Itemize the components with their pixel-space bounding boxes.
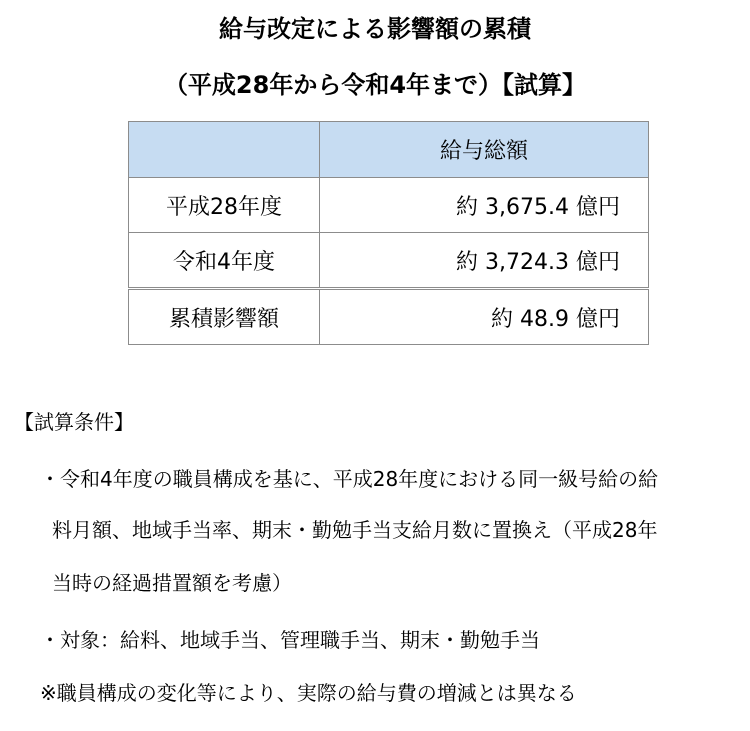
row-value-fy2016: 約 3,675.4 億円: [320, 178, 649, 233]
condition-note: ※職員構成の変化等により、実際の給与費の増減とは異なる: [40, 681, 577, 705]
row-value-fy2022: 約 3,724.3 億円: [320, 233, 649, 289]
table-row: [129, 178, 649, 233]
table-header-row: [129, 122, 649, 178]
table-header-total-salary: 給与総額: [320, 122, 649, 178]
table-row: [129, 289, 649, 345]
summary-table: [128, 121, 649, 345]
row-label-fy2022: 令和4年度: [129, 233, 320, 289]
page-title: 給与改定による影響額の累積: [219, 15, 531, 43]
row-value-cumulative-impact: 約 48.9 億円: [320, 289, 649, 345]
table-row: [129, 233, 649, 289]
row-label-cumulative-impact: 累積影響額: [129, 289, 320, 345]
condition-line: 当時の経過措置額を考慮）: [52, 571, 292, 595]
row-label-fy2016: 平成28年度: [129, 178, 320, 233]
condition-line: ・対象：給料、地域手当、管理職手当、期末・勤勉手当: [40, 628, 540, 652]
table-header-empty-cell: [129, 122, 320, 178]
conditions-heading: 【試算条件】: [14, 410, 134, 434]
page-subtitle: （平成28年から令和4年まで）【試算】: [163, 71, 587, 99]
condition-line: ・令和4年度の職員構成を基に、平成28年度における同一級号給の給: [40, 467, 659, 491]
condition-line: 料月額、地域手当率、期末・勤勉手当支給月数に置換え（平成28年: [52, 518, 658, 542]
